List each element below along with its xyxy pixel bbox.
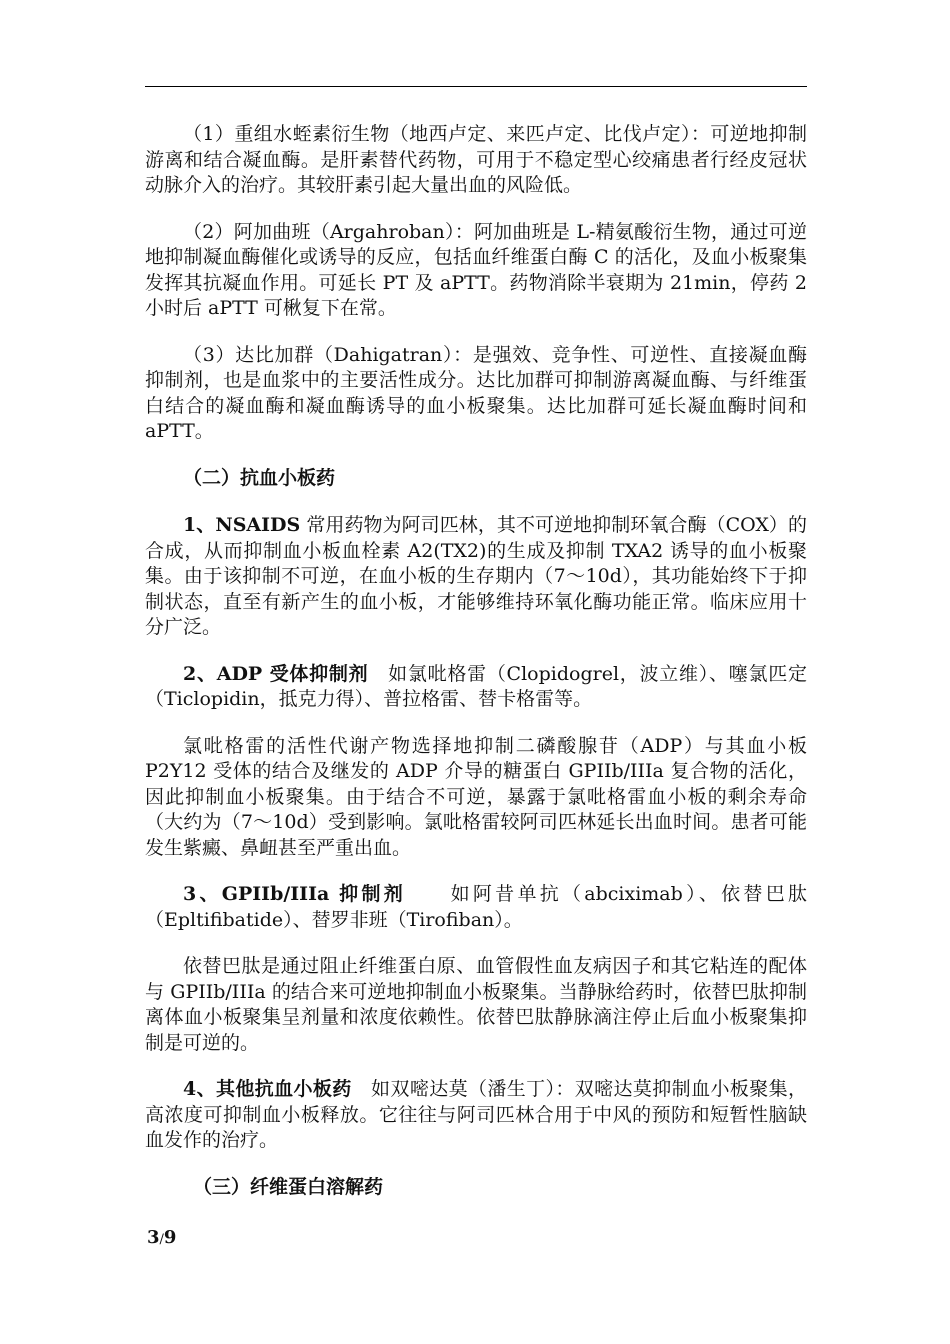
item-label-nsaids: 1、NSAIDS — [183, 514, 301, 536]
section-heading-fibrinolytic: （三）纤维蛋白溶解药 — [193, 1175, 384, 1198]
current-page: 3 — [147, 1227, 160, 1248]
item-text-gp: 如阿昔单抗（abciximab）、依替巴肽（Epltifibatide）、替罗非班（Tirofiban）。 — [145, 883, 807, 931]
page-separator: / — [159, 1232, 164, 1247]
item-label-other: 4、其他抗血小板药 — [183, 1078, 352, 1100]
item-label-adp: 2、ADP 受体抑制剂 — [183, 662, 369, 685]
header-rule — [145, 86, 807, 87]
paragraph-gp-inhibitor — [145, 882, 807, 933]
item-text-nsaids: 常用药物为阿司匹林，其不可逆地抑制环氧合酶（COX）的合成，从而抑制血小板血栓素 A2(TX2)的生成及抑制 TXA2 诱导的血小板聚集。由于该抑制不可逆，在血小板的生存期内（7～10d），其功能始终下于抑制状态，直至有新产生的血小板，才能够维持环氧化酶功能正常。临床应用十分广泛。 — [145, 514, 807, 638]
paragraph-dabigatran: （3）达比加群（Dahigatran）：是强效、竞争性、可逆性、直接凝血酶抑制剂，也是血浆中的主要活性成分。达比加群可抑制游离凝血酶、与纤维蛋白结合的凝血酶和凝血酶诱导的血小板聚集。达比加群可延长凝血酶时间和 aPTT。 — [145, 343, 807, 442]
section-heading-antiplatelet: （二）抗血小板药 — [183, 466, 336, 489]
page-number — [147, 1227, 176, 1248]
item-text-other: 如双嘧达莫（潘生丁）：双嘧达莫抑制血小板聚集，高浓度可抑制血小板释放。它往往与阿司匹林合用于中风的预防和短暂性脑缺血发作的治疗。 — [145, 1078, 807, 1151]
paragraph-adp-inhibitor — [145, 662, 807, 713]
paragraph-argatroban: （2）阿加曲班（Argahroban）：阿加曲班是 L-精氨酸衍生物，通过可逆地抑制凝血酶催化或诱导的反应，包括血纤维蛋白酶 C 的活化，及血小板聚集发挥其抗凝血作用。可延长 PT 及 aPTT。药物消除半衰期为 21min，停药 2 小时后 aPTT 可楸复下在常。 — [145, 220, 807, 319]
item-text-adp: 如氯吡格雷（Clopidogrel，波立维）、噻氯匹定（Ticlopidin，抵克力得）、普拉格雷、替卡格雷等。 — [145, 662, 807, 710]
paragraph-clopidogrel: 氯吡格雷的活性代谢产物选择地抑制二磷酸腺苷（ADP）与其血小板 P2Y12 受体的结合及继发的 ADP 介导的糖蛋白 GPIIb/IIIa 复合物的活化，因此抑制血小板聚集。由于结合不可逆，暴露于氯吡格雷血小板的剩余寿命（大约为（7～10d）受到影响。氯吡格雷较阿司匹林延长出血时间。患者可能发生紫癜、鼻衄甚至严重出血。 — [145, 734, 807, 859]
item-label-gp: 3、GPIIb/IIIa 抑制剂 — [183, 883, 407, 905]
paragraph-hirudin: （1）重组水蛭素衍生物（地西卢定、来匹卢定、比伐卢定）：可逆地抑制游离和结合凝血酶。是肝素替代药物，可用于不稳定型心绞痛患者行经皮冠状动脉介入的治疗。其较肝素引起大量出血的风险低。 — [145, 123, 807, 196]
document-body — [145, 122, 807, 1222]
total-pages: 9 — [163, 1227, 177, 1248]
paragraph-eptifibatide: 依替巴肽是通过阻止纤维蛋白原、血管假性血友病因子和其它粘连的配体与 GPIIb/IIIa 的结合来可逆地抑制血小板聚集。当静脉给药时，依替巴肽抑制离体血小板聚集呈剂量和浓度依赖性。依替巴肽静脉滴注停止后血小板聚集抑制是可逆的。 — [145, 955, 807, 1054]
paragraph-nsaids — [145, 513, 807, 641]
paragraph-other-antiplatelet — [145, 1077, 807, 1154]
